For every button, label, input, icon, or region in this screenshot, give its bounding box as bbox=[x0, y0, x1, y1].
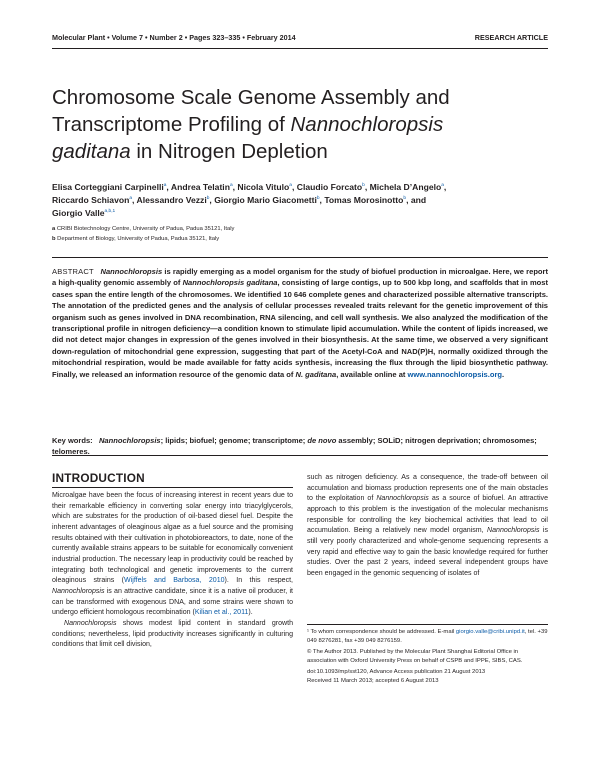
running-header bbox=[52, 33, 548, 42]
header-rule bbox=[52, 48, 548, 49]
citation-link[interactable]: Wijffels and Barbosa, 2010 bbox=[124, 577, 225, 585]
section-heading-introduction: INTRODUCTION bbox=[52, 471, 145, 485]
keywords: Key words: Nannochloropsis; lipids; biofuel; genome; transcriptome; de novo assembly; SOLiD; nitrogen deprivation; chromosomes; telomeres. bbox=[52, 436, 537, 457]
author: Giorgio Mario Giacometti$^b$ bbox=[214, 195, 320, 206]
author: Giorgio Valle$^{a,b,1}$ bbox=[52, 208, 116, 219]
keywords-label: Key words: bbox=[52, 436, 93, 445]
copyright-note: © The Author 2013. Published by the Molecular Plant Shanghai Editorial Office in association with Oxford University Press on behalf of CSPB and IPPE, SIBS, CAS. bbox=[307, 648, 523, 664]
author: Andrea Telatin$^a$ bbox=[170, 182, 233, 192]
author: Alessandro Vezzi$^b$ bbox=[136, 195, 210, 206]
paragraph: Microalgae have been the focus of increasing interest in recent years due to their remarkable efficiency in converting solar energy into triacylglycerols, which are substrates for the production of oil-based diesel fuel. Despite the inherent advantages of oleaginous algae as a fuel source and the promising results obtained with their cultivation in photobioreactors, to date, none of the currently available strains appears to be suitable for economically convenient industrial production. The necessary leap in productivity could be reached by integrating both technological and genetic improvements to the current oleaginous strains (Wijffels and Barbosa, 2010). In this respect, Nannochloropsis is an attractive candidate, since it is a native oil producer, it can be transformed with exogenous DNA, and some strains were shown to undergo efficient homologous recombination (Kilian et al., 2011). bbox=[52, 492, 294, 617]
affiliation: a CRIBI Biotechnology Centre, University of Padua, Padua 35121, Italy bbox=[52, 226, 235, 232]
paper-title: Chromosome Scale Genome Assembly and Transcriptome Profiling of Nannochloropsis gaditana in Nitrogen Depletion bbox=[52, 86, 450, 163]
title-species: Nannochloropsis gaditana bbox=[52, 113, 444, 163]
affiliation: b Department of Biology, University of Padua, Padua 35121, Italy bbox=[52, 235, 220, 242]
citation-link[interactable]: Kilian et al., 2011 bbox=[194, 609, 249, 617]
footnotes-rule bbox=[307, 624, 548, 625]
article-type: RESEARCH ARTICLE bbox=[474, 33, 548, 42]
author: Nicola Vitulo$^a$ bbox=[237, 182, 292, 192]
footnotes bbox=[307, 628, 548, 688]
resource-link[interactable]: www.nannochloropsis.org bbox=[407, 369, 502, 379]
body-column-right bbox=[307, 473, 548, 580]
author-list: Elisa Corteggiani Carpinelli$^a$, Andrea Telatin$^a$, Nicola Vitulo$^a$, Claudio Forcato$^b$, Michela D’Angelo$^a$, Riccardo Schiavon$^a$, Alessandro Vezzi$^b$, Giorgio Mario Giacometti$^b$, Tomas Morosinotto$^b$, and Giorgio Valle$^{a,b,1}$ bbox=[52, 182, 447, 219]
abstract-bottom-rule bbox=[52, 455, 548, 456]
author: Elisa Corteggiani Carpinelli$^a$ bbox=[52, 182, 167, 192]
affiliations bbox=[52, 225, 532, 244]
author: Claudio Forcato$^b$ bbox=[296, 182, 365, 192]
author: Michela D’Angelo$^a$ bbox=[369, 182, 444, 192]
paragraph: such as nitrogen deficiency. As a consequence, the trade-off between oil accumulation and biomass production represents one of the main obstacles to the exploitation of Nannochloropsis as a source of biofuel. An attractive approach to this problem is the investigation of the molecular mechanisms responsible for controlling the key biochemical activities that lead to oil accumulation. Being a relatively new model organism, Nannochloropsis is still very poorly characterized and whole-genome sequencing represents a very rapid and effective way to gain the basic knowledge required for further studies. Over the past 2 years, indeed several independent groups have been engaged in the genomic sequencing of isolates of bbox=[307, 474, 548, 577]
abstract: ABSTRACT Nannochloropsis is rapidly emerging as a model organism for the study of biofuel production in microalgae. Here, we report a high-quality genomic assembly of Nannochloropsis gaditana, consisting of large contigs, up to 500 kbp long, and scaffolds that in most cases span the entire length of the chromosomes. We identified 10 646 complete genes and characterized possible alternative transcripts. The annotation of the predicted genes and the analysis of cellular processes revealed traits relevant for the genetic improvement of this organism such as genes involved in DNA recombination, RNA silencing, and cell wall synthesis. We also analyzed the modification of the transcriptional profile in nitrogen deficiency—a condition known to stimulate lipid accumulation. While the content of lipids increased, we did not detect major changes in expression of the genes involved in their biosynthesis. At the same time, we observed a very significant down-regulation of mitochondrial gene expression, suggesting that part of the Acetyl-CoA and NAD(P)H, normally oxidized through the mitochondrial respiration, would be made available for fatty acids synthesis, increasing the flux through the lipid biosynthetic pathway. Finally, we released an information resource of the genomic data of N. gaditana, available online at www.nannochloropsis.org. bbox=[52, 267, 548, 379]
author: Tomas Morosinotto$^b$ bbox=[324, 195, 407, 206]
abstract-label: ABSTRACT bbox=[52, 267, 94, 276]
body-column-left bbox=[52, 491, 293, 651]
correspondence-note: ¹ To whom correspondence should be addressed. E-mail giorgio.valle@cribi.unipd.it, tel. +39 049 8276281, fax +39 049 8276159. bbox=[307, 629, 548, 644]
received-note: Received 11 March 2013; accepted 6 August 2013 bbox=[307, 677, 439, 684]
section-rule bbox=[52, 487, 293, 488]
journal-info: Molecular Plant • Volume 7 • Number 2 • Pages 323–335 • February 2014 bbox=[52, 33, 296, 42]
paragraph: Nannochloropsis shows modest lipid content in standard growth conditions; nevertheless, lipid productivity increases significantly in culturing conditions that limit cell division, bbox=[52, 619, 293, 649]
email-link[interactable]: giorgio.valle@cribi.unipd.it bbox=[455, 629, 525, 635]
doi-note: doi:10.1093/mp/sst120, Advance Access publication 21 August 2013 bbox=[307, 668, 486, 675]
abstract-top-rule bbox=[52, 257, 548, 258]
author: Riccardo Schiavon$^a$ bbox=[52, 195, 133, 206]
